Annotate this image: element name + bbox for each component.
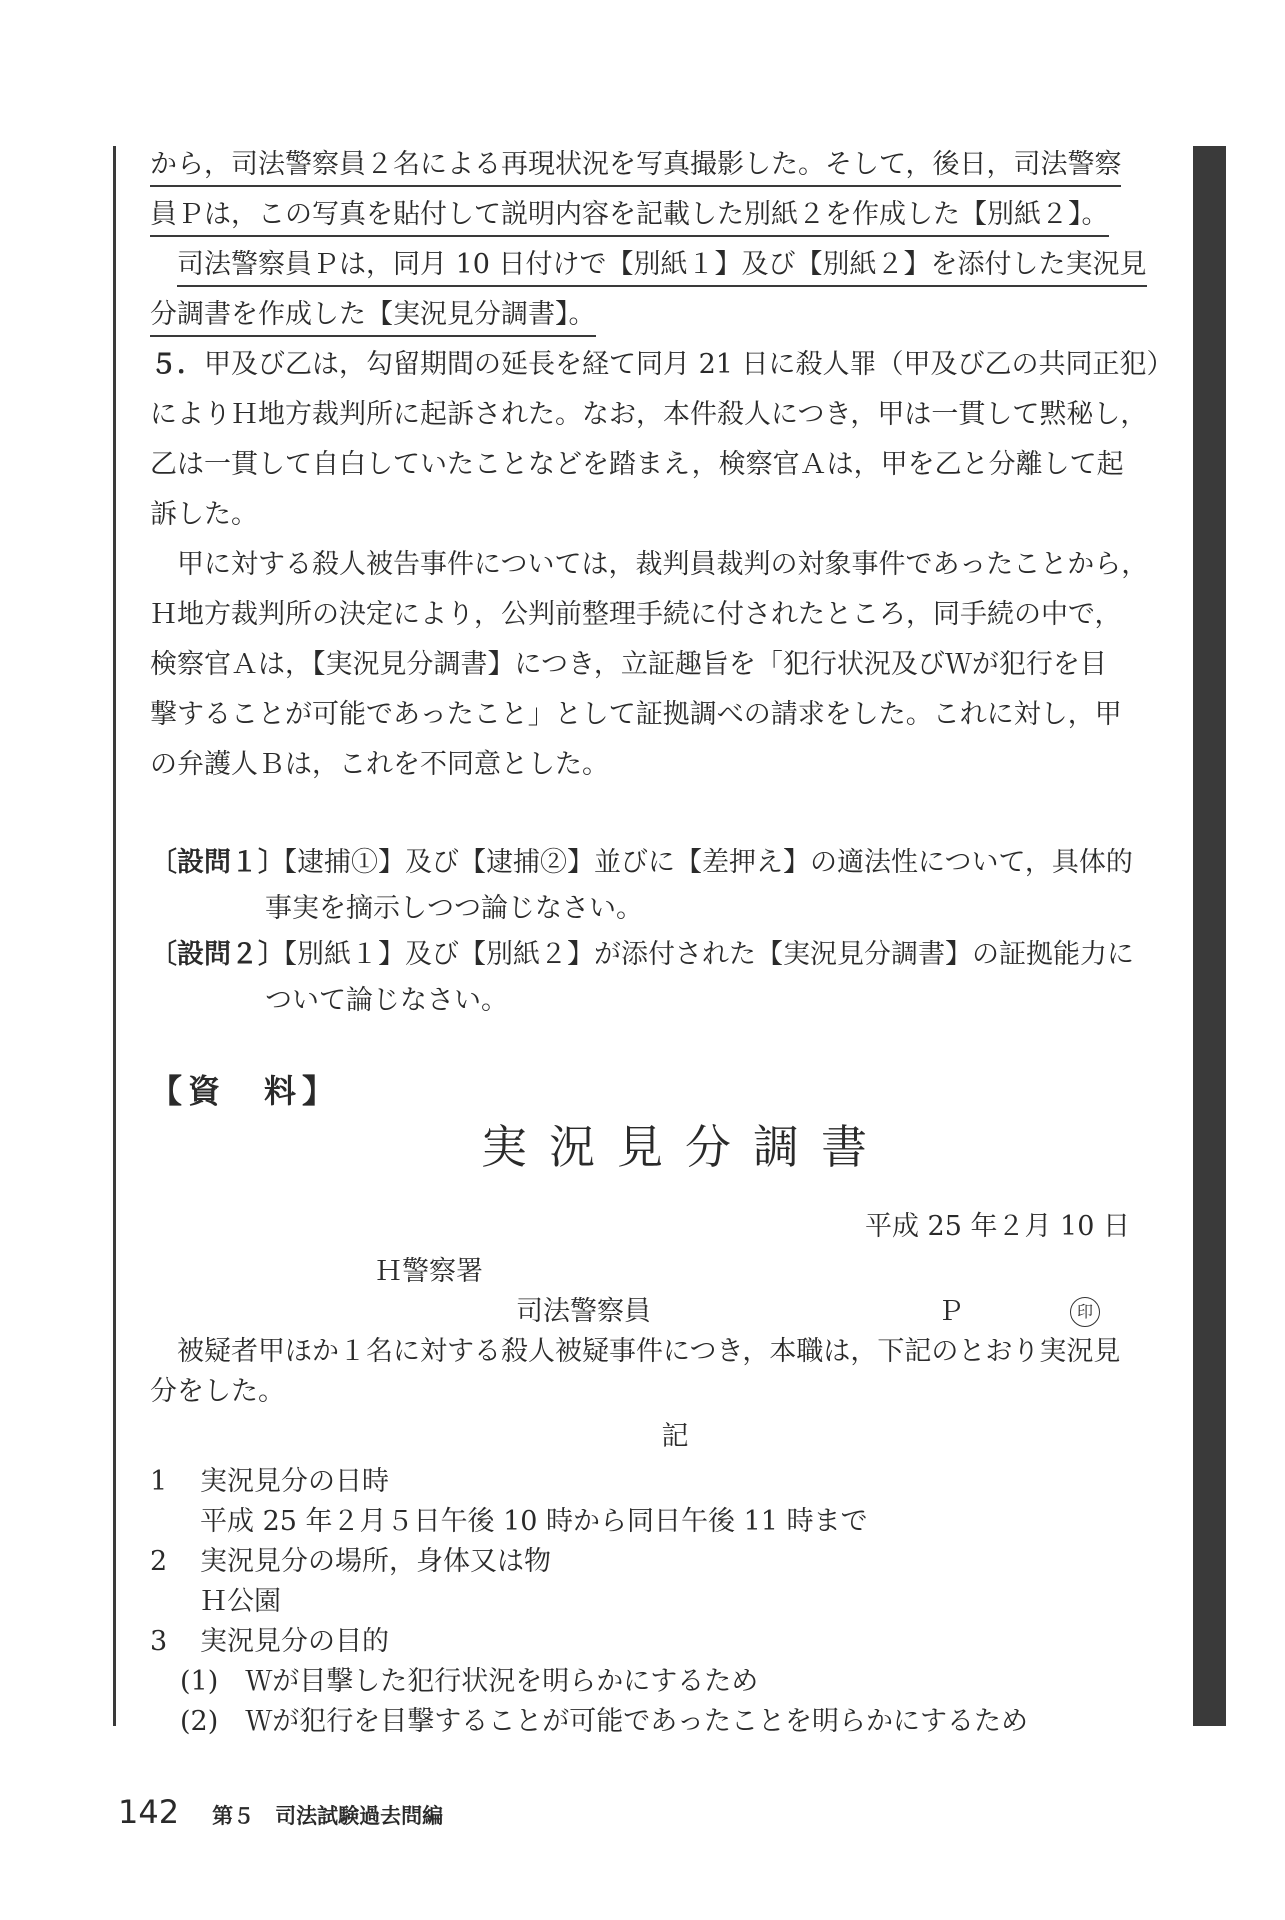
officer-line [150,1292,1160,1332]
doc-item-1: 1 実況見分の日時 [150,1466,389,1497]
doc-item-1-detail: 平成 25 年２月５日午後 10 時から同日午後 11 時まで [200,1506,868,1537]
page-number: 142 [118,1793,180,1831]
police-station: Ｈ警察署 [375,1256,483,1287]
para5-line-3: 乙は一貫して自白していたことなどを踏まえ，検察官Ａは，甲を乙と分離して起 [150,449,1124,480]
document-title: 実況見分調書 [481,1120,889,1174]
officer-name: Ｐ [937,1296,964,1327]
question-2-line-2: ついて論じなさい。 [265,985,508,1016]
right-margin-rule [1193,146,1226,1726]
para5-line-2: によりＨ地方裁判所に起訴された。なお，本件殺人につき，甲は一貫して黙秘し， [150,399,1148,430]
para5-number: ５． [150,349,204,380]
page-content [150,140,1174,1742]
para6-line-5: の弁護人Ｂは，これを不同意とした。 [150,749,609,780]
page-footer [118,1793,443,1831]
para6-line-3: 検察官Ａは，【実況見分調書】につき，立証趣旨を「犯行状況及びＷが犯行を目 [150,649,1107,680]
document-date: 平成 25 年２月 10 日 [864,1211,1130,1242]
left-margin-rule [113,146,116,1726]
officer-title: 司法警察員 [516,1296,651,1327]
para6-line-1: 甲に対する殺人被告事件については，裁判員裁判の対象事件であったことから， [177,549,1149,580]
doc-item-2: 2 実況見分の場所，身体又は物 [150,1546,551,1577]
seal-mark: 印 [1070,1297,1100,1327]
body-line-1: から，司法警察員２名による再現状況を写真撮影した。そして，後日，司法警察 [150,140,1160,190]
purpose-2: (2) Ｗが犯行を目撃することが可能であったことを明らかにするため [180,1706,1028,1737]
body-line-4: 分調書を作成した【実況見分調書】。 [150,290,1160,340]
para6-line-2: Ｈ地方裁判所の決定により，公判前整理手続に付されたところ，同手続の中で， [150,599,1122,630]
body-line-2: 員Ｐは，この写真を貼付して説明内容を記載した別紙２を作成した【別紙２】。 [150,190,1160,240]
ki-heading: 記 [661,1421,689,1452]
section-caption: 第５ 司法試験過去問編 [212,1804,444,1828]
document-intro-2: 分をした。 [150,1376,285,1407]
doc-item-2-detail: Ｈ公園 [200,1586,281,1617]
document-intro-1: 被疑者甲ほか１名に対する殺人被疑事件につき，本職は，下記のとおり実況見 [177,1336,1121,1367]
para5-line-4: 訴した。 [150,499,258,530]
question-1-label: 〔設問１〕 [150,847,285,878]
body-line-3: 司法警察員Ｐは，同月 10 日付けで【別紙１】及び【別紙２】を添付した実況見 [150,240,1160,290]
para6-line-4: 撃することが可能であったこと」として証拠調べの請求をした。これに対し，甲 [150,699,1122,730]
question-1-line-2: 事実を摘示しつつ論じなさい。 [265,893,643,924]
doc-item-3: 3 実況見分の目的 [150,1626,389,1657]
question-2-label: 〔設問２〕 [150,939,285,970]
section-title: 【資 料】 [150,1072,341,1110]
question-1: 〔設問１〕【逮捕①】及び【逮捕②】並びに【差押え】の適法性について，具体的 [150,840,1160,886]
para5-line-1: ５．甲及び乙は，勾留期間の延長を経て同月 21 日に殺人罪（甲及び乙の共同正犯） [150,349,1174,380]
purpose-1: (1) Ｗが目撃した犯行状況を明らかにするため [180,1666,759,1697]
question-2: 〔設問２〕【別紙１】及び【別紙２】が添付された【実況見分調書】の証拠能力に [150,932,1160,978]
